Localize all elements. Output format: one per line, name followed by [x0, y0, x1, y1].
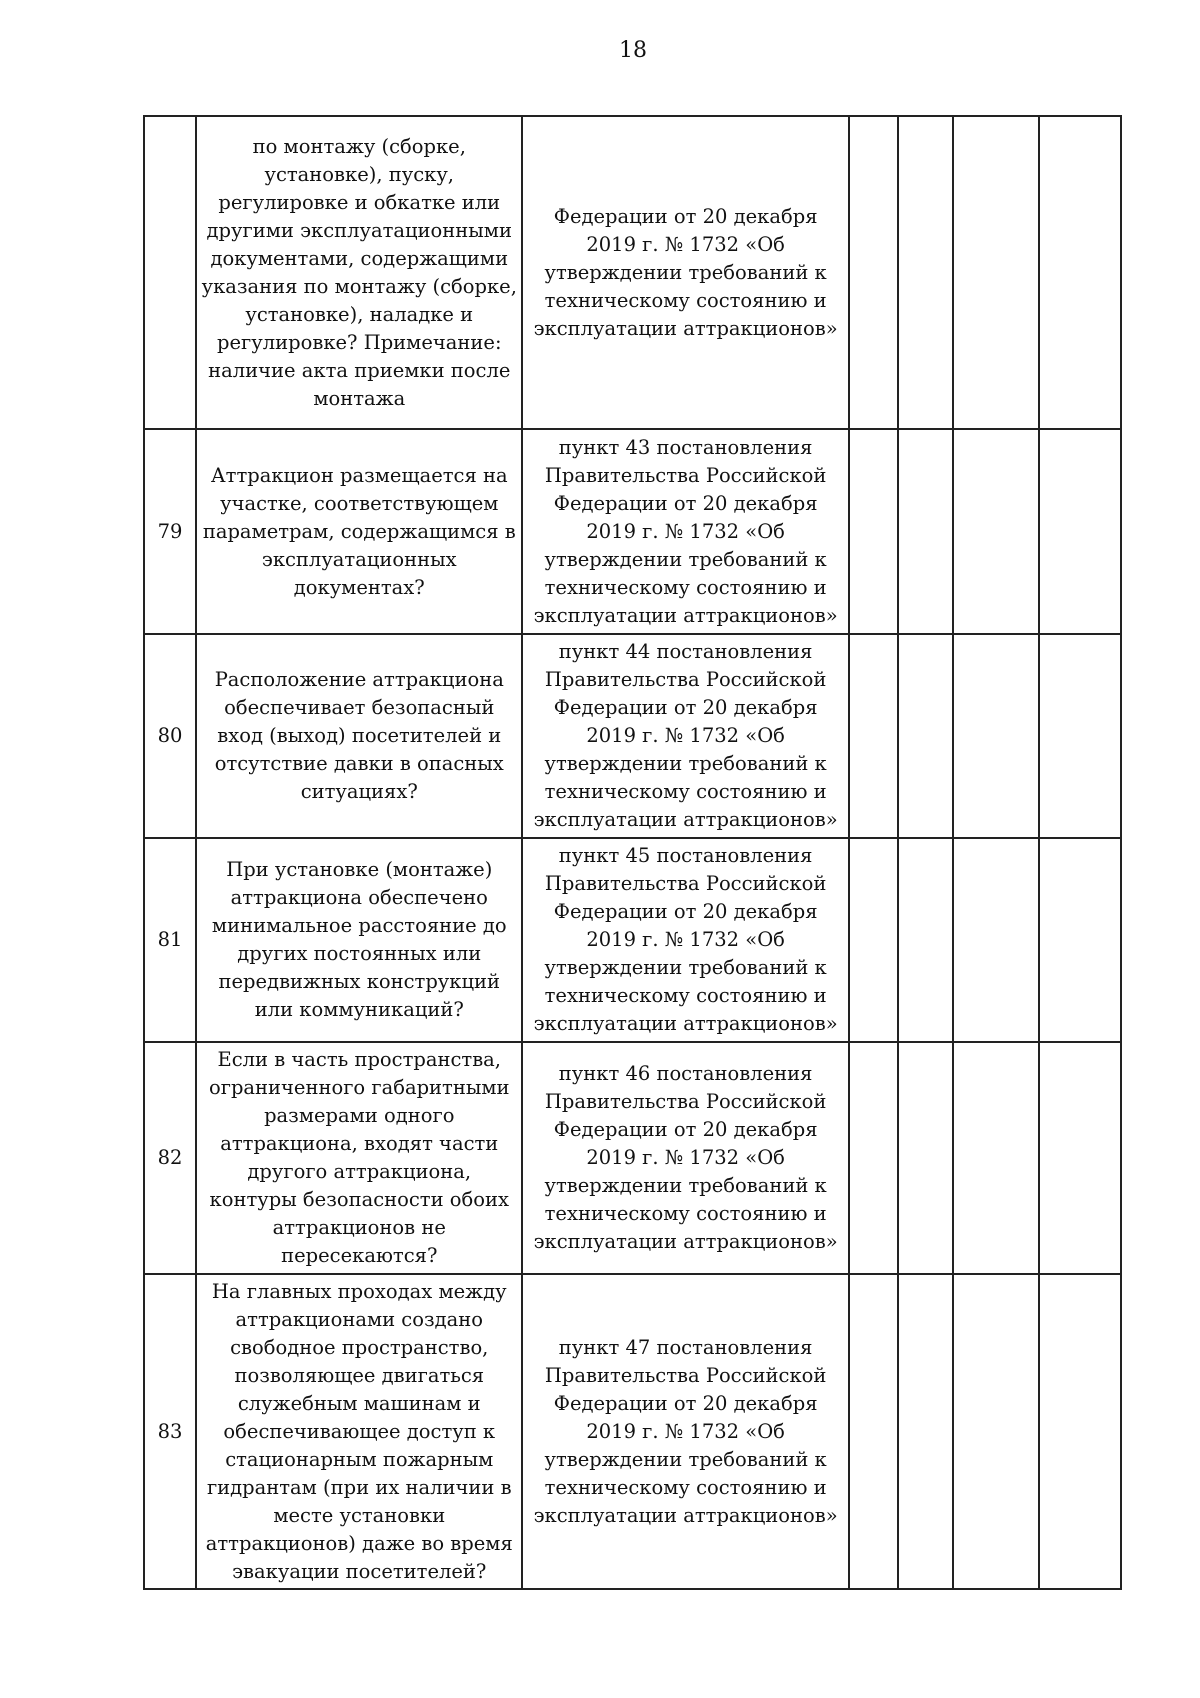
- reference-cell: пункт 44 постановления Правительства Российской Федерации от 20 декабря 2019 г. № 1732 «Об утверждении требований к техническому состоянию и эксплуатации аттракционов»: [522, 634, 848, 838]
- row-number: 81: [144, 838, 196, 1042]
- reference-cell: Федерации от 20 декабря 2019 г. № 1732 «Об утверждении требований к техническому состоянию и эксплуатации аттракционов»: [522, 116, 848, 429]
- reference-cell: пункт 46 постановления Правительства Российской Федерации от 20 декабря 2019 г. № 1732 «Об утверждении требований к техническому состоянию и эксплуатации аттракционов»: [522, 1042, 848, 1274]
- answer-cell: [898, 1274, 953, 1589]
- row-number: 79: [144, 429, 196, 634]
- answer-cell: [898, 429, 953, 634]
- row-number: 83: [144, 1274, 196, 1589]
- row-number: 80: [144, 634, 196, 838]
- question-cell: Если в часть пространства, ограниченного габаритными размерами одного аттракциона, входят части другого аттракциона, контуры безопасности обоих аттракционов не пересекаются?: [196, 1042, 522, 1274]
- answer-cell: [849, 1274, 898, 1589]
- reference-cell: пункт 47 постановления Правительства Российской Федерации от 20 декабря 2019 г. № 1732 «Об утверждении требований к техническому состоянию и эксплуатации аттракционов»: [522, 1274, 848, 1589]
- answer-cell: [898, 1042, 953, 1274]
- answer-cell: [898, 634, 953, 838]
- question-cell: Аттракцион размещается на участке, соответствующем параметрам, содержащимся в эксплуатационных документах?: [196, 429, 522, 634]
- answer-cell: [953, 429, 1039, 634]
- checklist-table: [143, 115, 1122, 1590]
- reference-cell: пункт 43 постановления Правительства Российской Федерации от 20 декабря 2019 г. № 1732 «Об утверждении требований к техническому состоянию и эксплуатации аттракционов»: [522, 429, 848, 634]
- answer-cell: [849, 634, 898, 838]
- question-cell: На главных проходах между аттракционами создано свободное пространство, позволяющее двигаться служебным машинам и обеспечивающее доступ к стационарным пожарным гидрантам (при их наличии в месте установки аттракционов) даже во время эвакуации посетителей?: [196, 1274, 522, 1589]
- answer-cell: [849, 1042, 898, 1274]
- reference-cell: пункт 45 постановления Правительства Российской Федерации от 20 декабря 2019 г. № 1732 «Об утверждении требований к техническому состоянию и эксплуатации аттракционов»: [522, 838, 848, 1042]
- question-cell: Расположение аттракциона обеспечивает безопасный вход (выход) посетителей и отсутствие давки в опасных ситуациях?: [196, 634, 522, 838]
- answer-cell: [1039, 1274, 1121, 1589]
- table-row: [144, 1274, 1121, 1589]
- answer-cell: [898, 838, 953, 1042]
- answer-cell: [1039, 634, 1121, 838]
- answer-cell: [849, 429, 898, 634]
- answer-cell: [1039, 838, 1121, 1042]
- answer-cell: [953, 1274, 1039, 1589]
- answer-cell: [898, 116, 953, 429]
- answer-cell: [953, 634, 1039, 838]
- table-row: [144, 634, 1121, 838]
- answer-cell: [953, 1042, 1039, 1274]
- row-number: [144, 116, 196, 429]
- row-number: 82: [144, 1042, 196, 1274]
- page-number: 18: [619, 38, 647, 63]
- table-row: [144, 838, 1121, 1042]
- answer-cell: [1039, 1042, 1121, 1274]
- question-cell: При установке (монтаже) аттракциона обеспечено минимальное расстояние до других постоянных или передвижных конструкций или коммуникаций?: [196, 838, 522, 1042]
- answer-cell: [953, 838, 1039, 1042]
- question-cell: по монтажу (сборке, установке), пуску, регулировке и обкатке или другими эксплуатационными документами, содержащими указания по монтажу (сборке, установке), наладке и регулировке? Примечание: наличие акта приемки после монтажа: [196, 116, 522, 429]
- table-row: [144, 429, 1121, 634]
- answer-cell: [849, 116, 898, 429]
- answer-cell: [1039, 116, 1121, 429]
- table-row: [144, 116, 1121, 429]
- answer-cell: [1039, 429, 1121, 634]
- answer-cell: [953, 116, 1039, 429]
- answer-cell: [849, 838, 898, 1042]
- table-row: [144, 1042, 1121, 1274]
